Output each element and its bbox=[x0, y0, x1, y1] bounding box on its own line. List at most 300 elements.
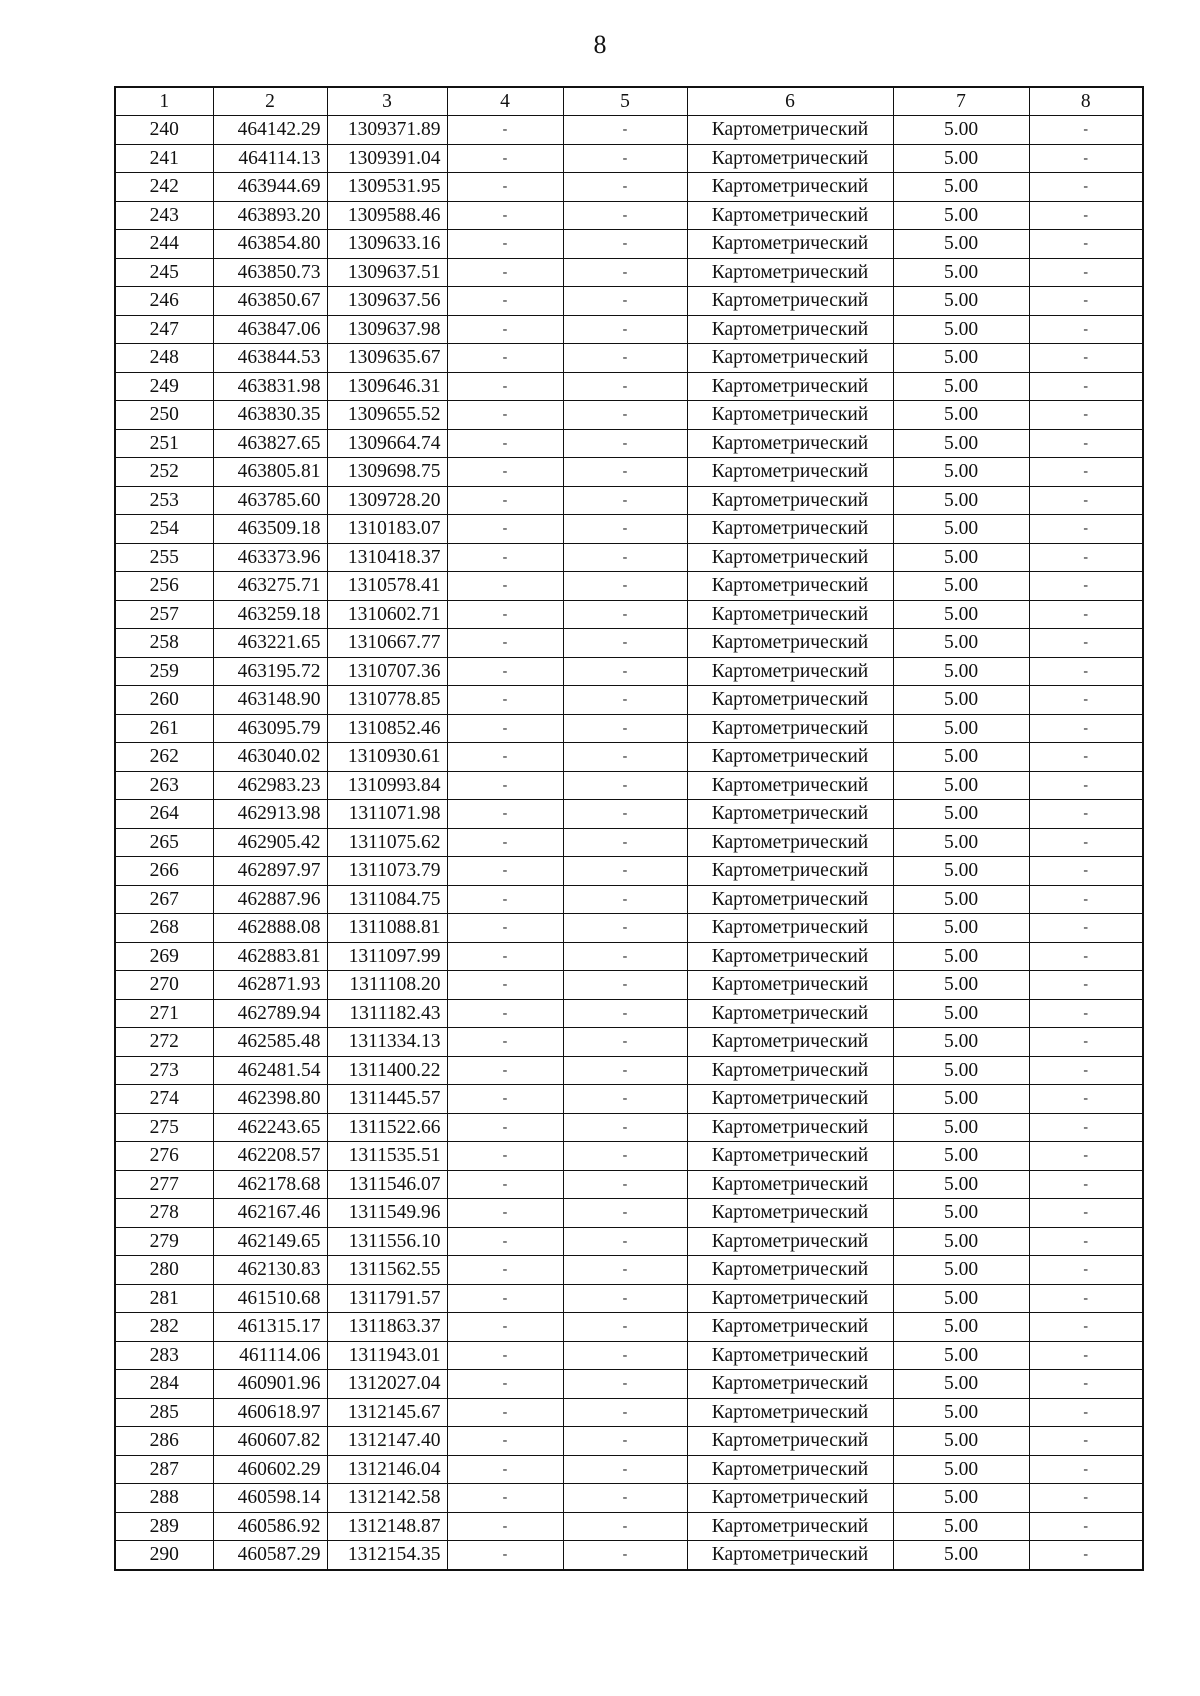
x-coordinate-cell: 463785.60 bbox=[213, 486, 327, 515]
x-coordinate-cell: 462130.83 bbox=[213, 1256, 327, 1285]
point-number-cell: 257 bbox=[115, 600, 213, 629]
method-cell: Картометрический bbox=[687, 543, 893, 572]
method-cell: Картометрический bbox=[687, 458, 893, 487]
table-row bbox=[115, 1455, 1143, 1484]
y-coordinate-cell: 1310183.07 bbox=[327, 515, 447, 544]
y-coordinate-cell: 1310578.41 bbox=[327, 572, 447, 601]
y-coordinate-cell: 1311445.57 bbox=[327, 1085, 447, 1114]
col-4-value-cell: - bbox=[447, 372, 563, 401]
method-cell: Картометрический bbox=[687, 486, 893, 515]
col-5-value-cell: - bbox=[563, 1484, 687, 1513]
table-row bbox=[115, 315, 1143, 344]
y-coordinate-cell: 1310852.46 bbox=[327, 714, 447, 743]
col-8-value-cell: - bbox=[1029, 315, 1143, 344]
point-number-cell: 262 bbox=[115, 743, 213, 772]
method-cell: Картометрический bbox=[687, 1341, 893, 1370]
table-row bbox=[115, 1113, 1143, 1142]
point-number-cell: 284 bbox=[115, 1370, 213, 1399]
method-cell: Картометрический bbox=[687, 800, 893, 829]
col-4-value-cell: - bbox=[447, 1541, 563, 1570]
point-number-cell: 279 bbox=[115, 1227, 213, 1256]
x-coordinate-cell: 460598.14 bbox=[213, 1484, 327, 1513]
column-header-4: 4 bbox=[447, 87, 563, 116]
y-coordinate-cell: 1310993.84 bbox=[327, 771, 447, 800]
col-5-value-cell: - bbox=[563, 1313, 687, 1342]
method-cell: Картометрический bbox=[687, 1056, 893, 1085]
page-number: 8 bbox=[593, 30, 607, 59]
table-row bbox=[115, 999, 1143, 1028]
col-5-value-cell: - bbox=[563, 201, 687, 230]
y-coordinate-cell: 1309391.04 bbox=[327, 144, 447, 173]
accuracy-cell: 5.00 bbox=[893, 230, 1029, 259]
col-8-value-cell: - bbox=[1029, 543, 1143, 572]
accuracy-cell: 5.00 bbox=[893, 800, 1029, 829]
col-4-value-cell: - bbox=[447, 1227, 563, 1256]
point-number-cell: 267 bbox=[115, 885, 213, 914]
method-cell: Картометрический bbox=[687, 116, 893, 145]
y-coordinate-cell: 1311549.96 bbox=[327, 1199, 447, 1228]
col-4-value-cell: - bbox=[447, 629, 563, 658]
point-number-cell: 261 bbox=[115, 714, 213, 743]
col-5-value-cell: - bbox=[563, 144, 687, 173]
table-body bbox=[115, 116, 1143, 1570]
col-8-value-cell: - bbox=[1029, 515, 1143, 544]
table-row bbox=[115, 1541, 1143, 1570]
col-4-value-cell: - bbox=[447, 429, 563, 458]
method-cell: Картометрический bbox=[687, 1113, 893, 1142]
method-cell: Картометрический bbox=[687, 971, 893, 1000]
y-coordinate-cell: 1311863.37 bbox=[327, 1313, 447, 1342]
method-cell: Картометрический bbox=[687, 515, 893, 544]
accuracy-cell: 5.00 bbox=[893, 971, 1029, 1000]
col-4-value-cell: - bbox=[447, 144, 563, 173]
col-8-value-cell: - bbox=[1029, 1313, 1143, 1342]
y-coordinate-cell: 1309637.51 bbox=[327, 258, 447, 287]
y-coordinate-cell: 1309698.75 bbox=[327, 458, 447, 487]
x-coordinate-cell: 461315.17 bbox=[213, 1313, 327, 1342]
table-row bbox=[115, 258, 1143, 287]
point-number-cell: 248 bbox=[115, 344, 213, 373]
col-8-value-cell: - bbox=[1029, 657, 1143, 686]
x-coordinate-cell: 460586.92 bbox=[213, 1512, 327, 1541]
point-number-cell: 245 bbox=[115, 258, 213, 287]
accuracy-cell: 5.00 bbox=[893, 1398, 1029, 1427]
point-number-cell: 288 bbox=[115, 1484, 213, 1513]
x-coordinate-cell: 462897.97 bbox=[213, 857, 327, 886]
col-4-value-cell: - bbox=[447, 486, 563, 515]
col-4-value-cell: - bbox=[447, 1256, 563, 1285]
col-4-value-cell: - bbox=[447, 287, 563, 316]
col-5-value-cell: - bbox=[563, 828, 687, 857]
method-cell: Картометрический bbox=[687, 144, 893, 173]
y-coordinate-cell: 1312146.04 bbox=[327, 1455, 447, 1484]
accuracy-cell: 5.00 bbox=[893, 1199, 1029, 1228]
method-cell: Картометрический bbox=[687, 1484, 893, 1513]
method-cell: Картометрический bbox=[687, 771, 893, 800]
point-number-cell: 276 bbox=[115, 1142, 213, 1171]
col-4-value-cell: - bbox=[447, 743, 563, 772]
accuracy-cell: 5.00 bbox=[893, 1484, 1029, 1513]
table-row bbox=[115, 173, 1143, 202]
x-coordinate-cell: 463831.98 bbox=[213, 372, 327, 401]
table-row bbox=[115, 1028, 1143, 1057]
accuracy-cell: 5.00 bbox=[893, 372, 1029, 401]
table-row bbox=[115, 1199, 1143, 1228]
y-coordinate-cell: 1310418.37 bbox=[327, 543, 447, 572]
x-coordinate-cell: 463275.71 bbox=[213, 572, 327, 601]
point-number-cell: 258 bbox=[115, 629, 213, 658]
x-coordinate-cell: 460602.29 bbox=[213, 1455, 327, 1484]
col-5-value-cell: - bbox=[563, 800, 687, 829]
method-cell: Картометрический bbox=[687, 230, 893, 259]
col-5-value-cell: - bbox=[563, 401, 687, 430]
accuracy-cell: 5.00 bbox=[893, 543, 1029, 572]
accuracy-cell: 5.00 bbox=[893, 173, 1029, 202]
point-number-cell: 275 bbox=[115, 1113, 213, 1142]
point-number-cell: 280 bbox=[115, 1256, 213, 1285]
point-number-cell: 287 bbox=[115, 1455, 213, 1484]
method-cell: Картометрический bbox=[687, 999, 893, 1028]
table-row bbox=[115, 714, 1143, 743]
accuracy-cell: 5.00 bbox=[893, 914, 1029, 943]
y-coordinate-cell: 1311334.13 bbox=[327, 1028, 447, 1057]
col-5-value-cell: - bbox=[563, 885, 687, 914]
method-cell: Картометрический bbox=[687, 287, 893, 316]
x-coordinate-cell: 463844.53 bbox=[213, 344, 327, 373]
col-5-value-cell: - bbox=[563, 1370, 687, 1399]
table-row bbox=[115, 572, 1143, 601]
method-cell: Картометрический bbox=[687, 344, 893, 373]
table-row bbox=[115, 885, 1143, 914]
accuracy-cell: 5.00 bbox=[893, 714, 1029, 743]
method-cell: Картометрический bbox=[687, 857, 893, 886]
col-5-value-cell: - bbox=[563, 1398, 687, 1427]
col-4-value-cell: - bbox=[447, 885, 563, 914]
point-number-cell: 290 bbox=[115, 1541, 213, 1570]
table-row bbox=[115, 1142, 1143, 1171]
point-number-cell: 270 bbox=[115, 971, 213, 1000]
y-coordinate-cell: 1311075.62 bbox=[327, 828, 447, 857]
col-8-value-cell: - bbox=[1029, 1427, 1143, 1456]
x-coordinate-cell: 461114.06 bbox=[213, 1341, 327, 1370]
method-cell: Картометрический bbox=[687, 1170, 893, 1199]
col-5-value-cell: - bbox=[563, 1256, 687, 1285]
col-4-value-cell: - bbox=[447, 344, 563, 373]
col-4-value-cell: - bbox=[447, 1056, 563, 1085]
y-coordinate-cell: 1310667.77 bbox=[327, 629, 447, 658]
x-coordinate-cell: 462398.80 bbox=[213, 1085, 327, 1114]
point-number-cell: 285 bbox=[115, 1398, 213, 1427]
y-coordinate-cell: 1309655.52 bbox=[327, 401, 447, 430]
accuracy-cell: 5.00 bbox=[893, 1028, 1029, 1057]
col-4-value-cell: - bbox=[447, 1341, 563, 1370]
col-5-value-cell: - bbox=[563, 857, 687, 886]
point-number-cell: 250 bbox=[115, 401, 213, 430]
y-coordinate-cell: 1309588.46 bbox=[327, 201, 447, 230]
col-5-value-cell: - bbox=[563, 1341, 687, 1370]
col-8-value-cell: - bbox=[1029, 1170, 1143, 1199]
accuracy-cell: 5.00 bbox=[893, 771, 1029, 800]
col-4-value-cell: - bbox=[447, 686, 563, 715]
table-row bbox=[115, 372, 1143, 401]
x-coordinate-cell: 463259.18 bbox=[213, 600, 327, 629]
table-row bbox=[115, 914, 1143, 943]
accuracy-cell: 5.00 bbox=[893, 515, 1029, 544]
col-8-value-cell: - bbox=[1029, 714, 1143, 743]
y-coordinate-cell: 1309371.89 bbox=[327, 116, 447, 145]
x-coordinate-cell: 462208.57 bbox=[213, 1142, 327, 1171]
method-cell: Картометрический bbox=[687, 600, 893, 629]
accuracy-cell: 5.00 bbox=[893, 315, 1029, 344]
y-coordinate-cell: 1312147.40 bbox=[327, 1427, 447, 1456]
method-cell: Картометрический bbox=[687, 372, 893, 401]
col-5-value-cell: - bbox=[563, 515, 687, 544]
y-coordinate-cell: 1311522.66 bbox=[327, 1113, 447, 1142]
col-4-value-cell: - bbox=[447, 1170, 563, 1199]
col-5-value-cell: - bbox=[563, 116, 687, 145]
accuracy-cell: 5.00 bbox=[893, 429, 1029, 458]
table-row bbox=[115, 800, 1143, 829]
accuracy-cell: 5.00 bbox=[893, 258, 1029, 287]
accuracy-cell: 5.00 bbox=[893, 144, 1029, 173]
col-8-value-cell: - bbox=[1029, 1142, 1143, 1171]
point-number-cell: 247 bbox=[115, 315, 213, 344]
table-row bbox=[115, 1484, 1143, 1513]
method-cell: Картометрический bbox=[687, 1227, 893, 1256]
y-coordinate-cell: 1312142.58 bbox=[327, 1484, 447, 1513]
column-header-3: 3 bbox=[327, 87, 447, 116]
col-8-value-cell: - bbox=[1029, 230, 1143, 259]
y-coordinate-cell: 1311791.57 bbox=[327, 1284, 447, 1313]
accuracy-cell: 5.00 bbox=[893, 629, 1029, 658]
accuracy-cell: 5.00 bbox=[893, 201, 1029, 230]
x-coordinate-cell: 460607.82 bbox=[213, 1427, 327, 1456]
y-coordinate-cell: 1310707.36 bbox=[327, 657, 447, 686]
accuracy-cell: 5.00 bbox=[893, 1056, 1029, 1085]
x-coordinate-cell: 462888.08 bbox=[213, 914, 327, 943]
col-8-value-cell: - bbox=[1029, 743, 1143, 772]
col-5-value-cell: - bbox=[563, 1056, 687, 1085]
x-coordinate-cell: 463854.80 bbox=[213, 230, 327, 259]
y-coordinate-cell: 1311400.22 bbox=[327, 1056, 447, 1085]
col-4-value-cell: - bbox=[447, 515, 563, 544]
col-5-value-cell: - bbox=[563, 971, 687, 1000]
method-cell: Картометрический bbox=[687, 1427, 893, 1456]
col-4-value-cell: - bbox=[447, 828, 563, 857]
table-row bbox=[115, 515, 1143, 544]
method-cell: Картометрический bbox=[687, 629, 893, 658]
x-coordinate-cell: 462789.94 bbox=[213, 999, 327, 1028]
col-4-value-cell: - bbox=[447, 1142, 563, 1171]
table-row bbox=[115, 857, 1143, 886]
point-number-cell: 243 bbox=[115, 201, 213, 230]
col-5-value-cell: - bbox=[563, 942, 687, 971]
point-number-cell: 269 bbox=[115, 942, 213, 971]
table-row bbox=[115, 458, 1143, 487]
table-row bbox=[115, 657, 1143, 686]
table-row bbox=[115, 1427, 1143, 1456]
y-coordinate-cell: 1311073.79 bbox=[327, 857, 447, 886]
method-cell: Картометрический bbox=[687, 572, 893, 601]
accuracy-cell: 5.00 bbox=[893, 1370, 1029, 1399]
accuracy-cell: 5.00 bbox=[893, 1455, 1029, 1484]
method-cell: Картометрический bbox=[687, 714, 893, 743]
y-coordinate-cell: 1309637.98 bbox=[327, 315, 447, 344]
col-8-value-cell: - bbox=[1029, 201, 1143, 230]
col-4-value-cell: - bbox=[447, 971, 563, 1000]
point-number-cell: 283 bbox=[115, 1341, 213, 1370]
col-8-value-cell: - bbox=[1029, 144, 1143, 173]
point-number-cell: 266 bbox=[115, 857, 213, 886]
col-5-value-cell: - bbox=[563, 1427, 687, 1456]
col-8-value-cell: - bbox=[1029, 458, 1143, 487]
point-number-cell: 251 bbox=[115, 429, 213, 458]
method-cell: Картометрический bbox=[687, 1028, 893, 1057]
col-4-value-cell: - bbox=[447, 543, 563, 572]
col-5-value-cell: - bbox=[563, 771, 687, 800]
col-5-value-cell: - bbox=[563, 600, 687, 629]
table-row bbox=[115, 743, 1143, 772]
point-number-cell: 255 bbox=[115, 543, 213, 572]
col-8-value-cell: - bbox=[1029, 1455, 1143, 1484]
y-coordinate-cell: 1309635.67 bbox=[327, 344, 447, 373]
point-number-cell: 244 bbox=[115, 230, 213, 259]
y-coordinate-cell: 1311108.20 bbox=[327, 971, 447, 1000]
col-4-value-cell: - bbox=[447, 258, 563, 287]
method-cell: Картометрический bbox=[687, 1512, 893, 1541]
col-5-value-cell: - bbox=[563, 1512, 687, 1541]
col-4-value-cell: - bbox=[447, 1370, 563, 1399]
col-4-value-cell: - bbox=[447, 857, 563, 886]
col-5-value-cell: - bbox=[563, 999, 687, 1028]
col-5-value-cell: - bbox=[563, 486, 687, 515]
method-cell: Картометрический bbox=[687, 201, 893, 230]
point-number-cell: 278 bbox=[115, 1199, 213, 1228]
point-number-cell: 264 bbox=[115, 800, 213, 829]
method-cell: Картометрический bbox=[687, 657, 893, 686]
col-8-value-cell: - bbox=[1029, 914, 1143, 943]
accuracy-cell: 5.00 bbox=[893, 686, 1029, 715]
y-coordinate-cell: 1309637.56 bbox=[327, 287, 447, 316]
col-5-value-cell: - bbox=[563, 1142, 687, 1171]
col-4-value-cell: - bbox=[447, 999, 563, 1028]
x-coordinate-cell: 462887.96 bbox=[213, 885, 327, 914]
x-coordinate-cell: 463944.69 bbox=[213, 173, 327, 202]
x-coordinate-cell: 462871.93 bbox=[213, 971, 327, 1000]
accuracy-cell: 5.00 bbox=[893, 1541, 1029, 1570]
x-coordinate-cell: 463148.90 bbox=[213, 686, 327, 715]
col-8-value-cell: - bbox=[1029, 1398, 1143, 1427]
col-8-value-cell: - bbox=[1029, 885, 1143, 914]
accuracy-cell: 5.00 bbox=[893, 1313, 1029, 1342]
col-4-value-cell: - bbox=[447, 771, 563, 800]
method-cell: Картометрический bbox=[687, 1199, 893, 1228]
accuracy-cell: 5.00 bbox=[893, 942, 1029, 971]
point-number-cell: 254 bbox=[115, 515, 213, 544]
y-coordinate-cell: 1312145.67 bbox=[327, 1398, 447, 1427]
col-8-value-cell: - bbox=[1029, 999, 1143, 1028]
x-coordinate-cell: 463040.02 bbox=[213, 743, 327, 772]
point-number-cell: 265 bbox=[115, 828, 213, 857]
col-5-value-cell: - bbox=[563, 1085, 687, 1114]
header-row bbox=[115, 87, 1143, 116]
col-8-value-cell: - bbox=[1029, 1227, 1143, 1256]
col-4-value-cell: - bbox=[447, 714, 563, 743]
col-8-value-cell: - bbox=[1029, 1056, 1143, 1085]
col-4-value-cell: - bbox=[447, 1028, 563, 1057]
point-number-cell: 268 bbox=[115, 914, 213, 943]
point-number-cell: 259 bbox=[115, 657, 213, 686]
point-number-cell: 282 bbox=[115, 1313, 213, 1342]
col-8-value-cell: - bbox=[1029, 800, 1143, 829]
column-header-2: 2 bbox=[213, 87, 327, 116]
method-cell: Картометрический bbox=[687, 258, 893, 287]
point-number-cell: 271 bbox=[115, 999, 213, 1028]
col-5-value-cell: - bbox=[563, 1227, 687, 1256]
x-coordinate-cell: 463830.35 bbox=[213, 401, 327, 430]
method-cell: Картометрический bbox=[687, 1370, 893, 1399]
col-8-value-cell: - bbox=[1029, 572, 1143, 601]
x-coordinate-cell: 463847.06 bbox=[213, 315, 327, 344]
col-8-value-cell: - bbox=[1029, 1199, 1143, 1228]
table-row bbox=[115, 344, 1143, 373]
x-coordinate-cell: 463509.18 bbox=[213, 515, 327, 544]
table-row bbox=[115, 486, 1143, 515]
y-coordinate-cell: 1309728.20 bbox=[327, 486, 447, 515]
col-5-value-cell: - bbox=[563, 572, 687, 601]
col-5-value-cell: - bbox=[563, 429, 687, 458]
col-5-value-cell: - bbox=[563, 458, 687, 487]
method-cell: Картометрический bbox=[687, 315, 893, 344]
col-8-value-cell: - bbox=[1029, 1341, 1143, 1370]
col-4-value-cell: - bbox=[447, 116, 563, 145]
col-5-value-cell: - bbox=[563, 914, 687, 943]
col-5-value-cell: - bbox=[563, 686, 687, 715]
col-8-value-cell: - bbox=[1029, 287, 1143, 316]
table-row bbox=[115, 942, 1143, 971]
table-row bbox=[115, 1341, 1143, 1370]
col-8-value-cell: - bbox=[1029, 971, 1143, 1000]
x-coordinate-cell: 463195.72 bbox=[213, 657, 327, 686]
table-row bbox=[115, 1056, 1143, 1085]
point-number-cell: 273 bbox=[115, 1056, 213, 1085]
point-number-cell: 249 bbox=[115, 372, 213, 401]
col-8-value-cell: - bbox=[1029, 629, 1143, 658]
accuracy-cell: 5.00 bbox=[893, 1512, 1029, 1541]
table-row bbox=[115, 1227, 1143, 1256]
col-4-value-cell: - bbox=[447, 1484, 563, 1513]
y-coordinate-cell: 1312148.87 bbox=[327, 1512, 447, 1541]
table-row bbox=[115, 1370, 1143, 1399]
accuracy-cell: 5.00 bbox=[893, 1170, 1029, 1199]
col-4-value-cell: - bbox=[447, 1313, 563, 1342]
column-header-6: 6 bbox=[687, 87, 893, 116]
method-cell: Картометрический bbox=[687, 828, 893, 857]
col-8-value-cell: - bbox=[1029, 401, 1143, 430]
x-coordinate-cell: 462149.65 bbox=[213, 1227, 327, 1256]
x-coordinate-cell: 462243.65 bbox=[213, 1113, 327, 1142]
accuracy-cell: 5.00 bbox=[893, 1284, 1029, 1313]
x-coordinate-cell: 460618.97 bbox=[213, 1398, 327, 1427]
y-coordinate-cell: 1311535.51 bbox=[327, 1142, 447, 1171]
x-coordinate-cell: 464142.29 bbox=[213, 116, 327, 145]
accuracy-cell: 5.00 bbox=[893, 401, 1029, 430]
y-coordinate-cell: 1310778.85 bbox=[327, 686, 447, 715]
x-coordinate-cell: 461510.68 bbox=[213, 1284, 327, 1313]
point-number-cell: 289 bbox=[115, 1512, 213, 1541]
table-row bbox=[115, 1256, 1143, 1285]
table-row bbox=[115, 971, 1143, 1000]
